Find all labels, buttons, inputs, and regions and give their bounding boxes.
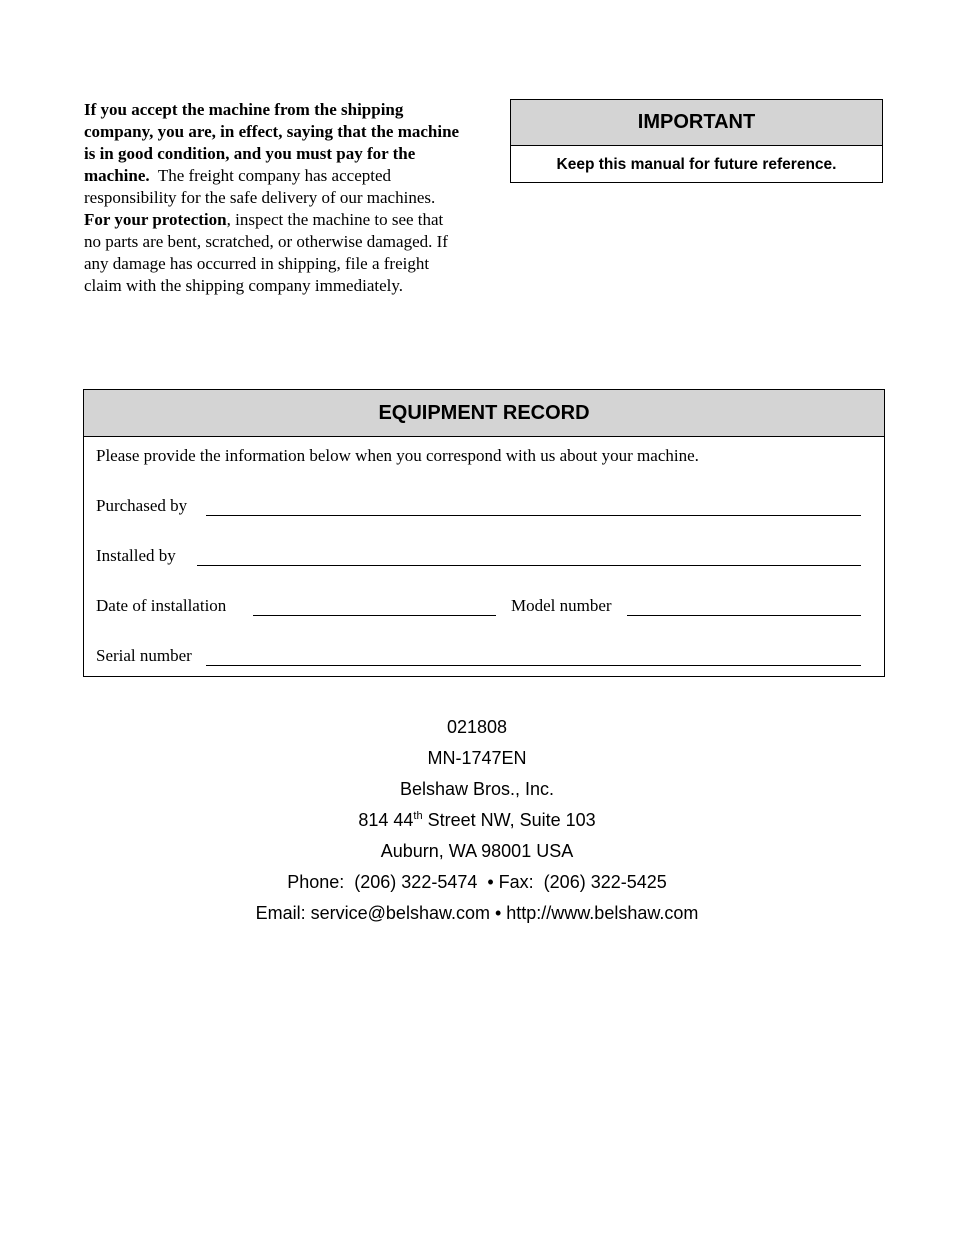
shipping-notice xyxy=(84,99,464,297)
important-box xyxy=(510,99,883,183)
equipment-record-intro: Please provide the information below when you correspond with us about your machine. xyxy=(96,446,699,465)
important-title: IMPORTANT xyxy=(511,100,882,146)
installed-by-label: Installed by xyxy=(96,546,176,565)
purchased-by-field[interactable] xyxy=(206,515,861,516)
phone-fax: Phone: (206) 322-5474 • Fax: (206) 322-5425 xyxy=(287,872,667,892)
city-state-zip: Auburn, WA 98001 USA xyxy=(380,841,574,861)
street-address-prefix: 814 44 xyxy=(358,810,414,830)
date-of-installation-label: Date of installation xyxy=(96,596,227,615)
document-code: 021808 xyxy=(446,717,508,737)
shipping-notice-text: The freight company has accepted responsibility for the safe delivery of our machines. xyxy=(84,166,444,207)
company-footer xyxy=(0,716,954,933)
important-message: Keep this manual for future reference. xyxy=(556,156,837,173)
date-of-installation-field[interactable] xyxy=(253,615,496,616)
shipping-notice-bold-protection: For your protection xyxy=(84,210,227,229)
model-number-field[interactable] xyxy=(627,615,861,616)
shipping-notice-text-2: , inspect the machine to see that no parts are bent, scratched, or otherwise damaged. If any damage has occurred in shipping, file a freight claim with the shipping company immediately. xyxy=(84,210,448,295)
model-number-label: Model number xyxy=(511,596,612,615)
equipment-record-title: EQUIPMENT RECORD xyxy=(84,390,884,437)
email-website[interactable]: Email: service@belshaw.com • http://www.belshaw.com xyxy=(255,903,699,923)
street-address-suffix: Street NW, Suite 103 xyxy=(422,810,596,830)
equipment-record-form xyxy=(83,389,885,677)
street-address-ordinal: th xyxy=(413,810,423,822)
shipping-notice-bold-intro: If you accept the machine from the shipping company, you are, in effect, saying that the machine is in good condition, and you must pay for the machine. xyxy=(84,100,460,185)
installed-by-field[interactable] xyxy=(197,565,861,566)
company-name: Belshaw Bros., Inc. xyxy=(399,779,555,799)
serial-number-field[interactable] xyxy=(206,665,861,666)
serial-number-label: Serial number xyxy=(96,646,192,665)
manual-number: MN-1747EN xyxy=(427,748,527,768)
purchased-by-label: Purchased by xyxy=(96,496,188,515)
street-address xyxy=(0,809,954,840)
